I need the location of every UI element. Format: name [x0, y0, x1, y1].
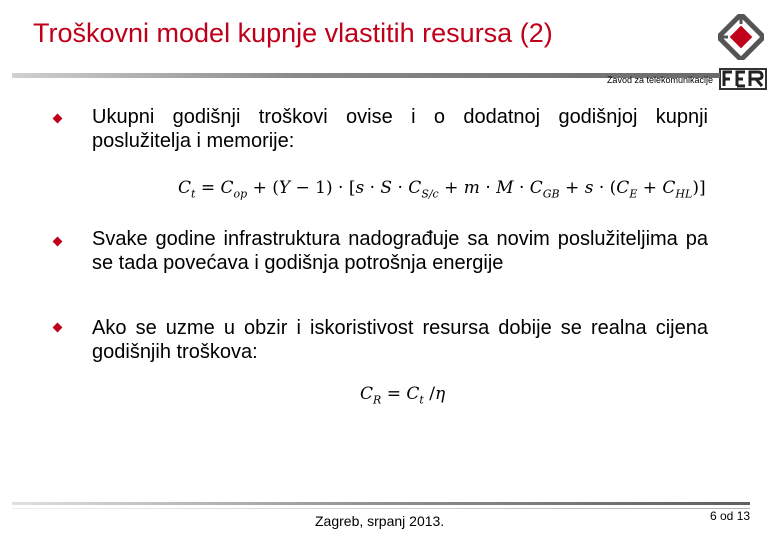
footer-divider: [12, 502, 750, 505]
bullet-marker: [53, 114, 63, 124]
fer-emblem-icon: [718, 14, 764, 65]
footer-divider-thin: [12, 508, 750, 509]
real-cost-formula: $C_R = C_t$ /η: [360, 384, 446, 407]
bullet-marker: [53, 237, 63, 247]
bullet-text-2: Svake godine infrastruktura nadograđuje sa novim poslužiteljima pa se tada povećava i godišnja potrošnja energije: [92, 228, 708, 274]
slide-title: Troškovni model kupnje vlastitih resursa (2): [33, 18, 553, 48]
annual-cost-formula: $C_t = C_{op} + (Y - 1) \cdot [s \cdot S \cdot C_{S/c} + m \cdot M \cdot C_{GB} + s \cdot (C_E + C_{HL})]$: [178, 178, 706, 201]
bullet-text-1: Ukupni godišnji troškovi ovise i o dodatnoj godišnjoj kupnji poslužitelja i memorije:: [92, 106, 708, 152]
footer-date: Zagreb, srpanj 2013.: [315, 513, 445, 529]
fer-logo: [718, 66, 768, 97]
department-label: Zavod za telekomunikacije: [606, 75, 713, 85]
page-number: 6 od 13: [710, 509, 751, 523]
bullet-marker: [53, 323, 63, 333]
bullet-text-3: Ako se uzme u obzir i iskoristivost resursa dobije se realna cijena godišnjih troškova:: [92, 317, 708, 363]
